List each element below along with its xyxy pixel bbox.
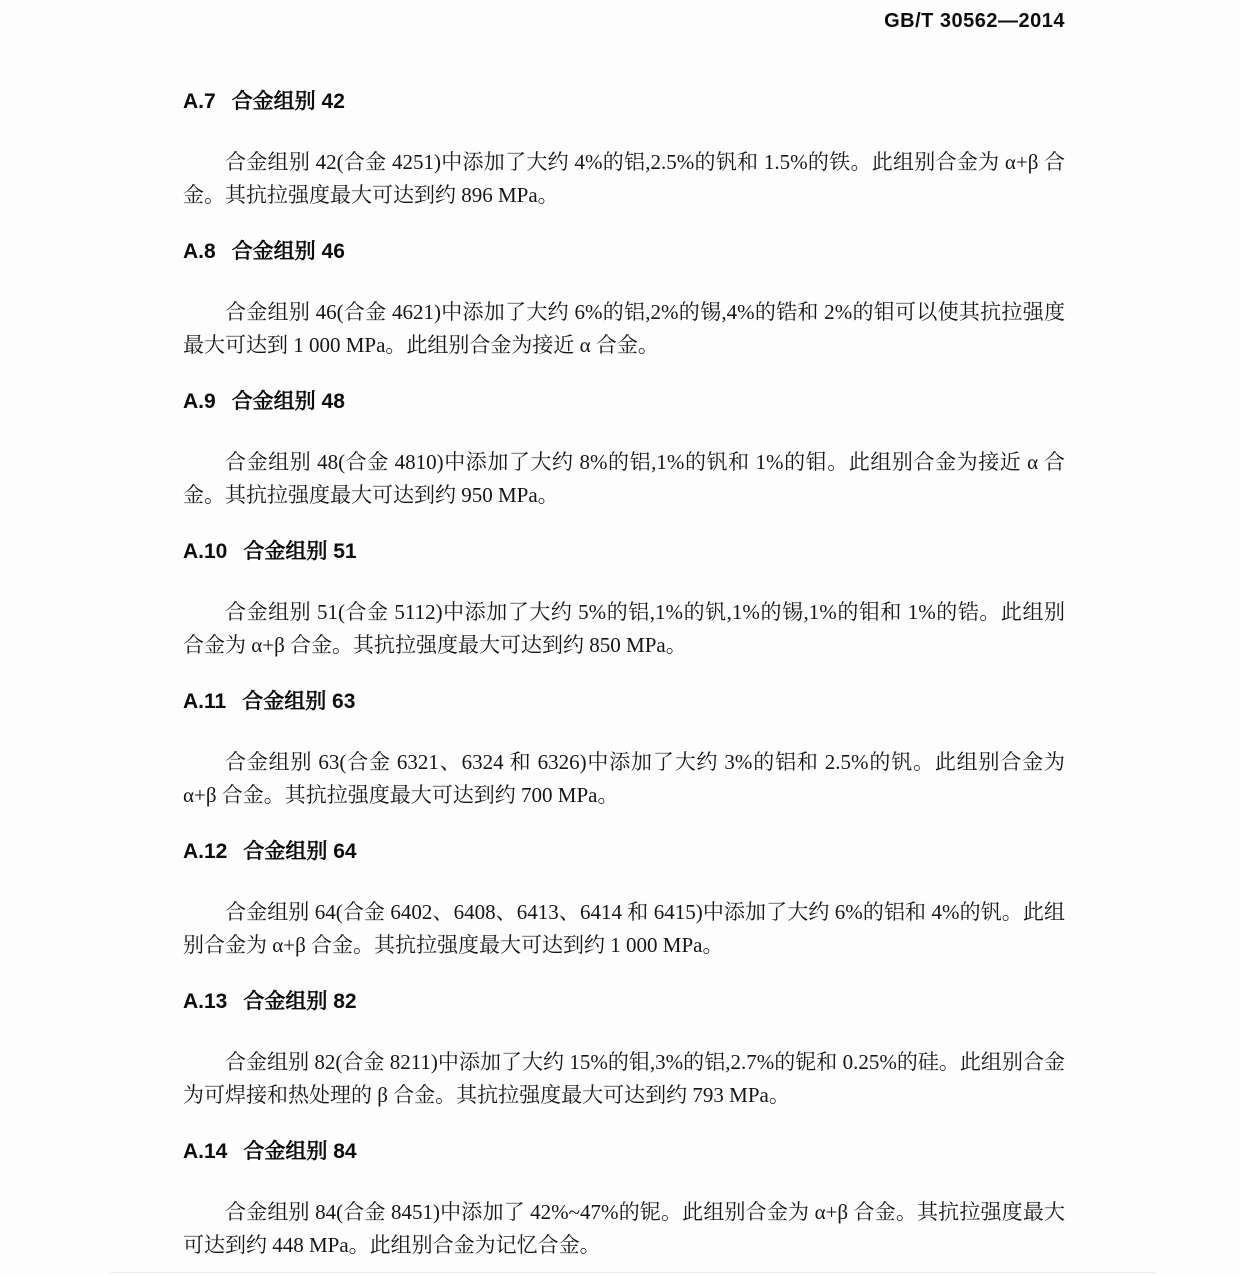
section-title: 合金组别 48 [231, 390, 345, 413]
section-a9 [183, 386, 1065, 512]
section-number: A.8 [183, 240, 216, 263]
section-paragraph: 合金组别 84(合金 8451)中添加了 42%~47%的铌。此组别合金为 α+β 合金。其抗拉强度最大可达到约 448 MPa。此组别合金为记忆合金。 [183, 1200, 1065, 1257]
section-paragraph: 合金组别 42(合金 4251)中添加了大约 4%的铝,2.5%的钒和 1.5%的铁。此组别合金为 α+β 合金。其抗拉强度最大可达到约 896 MPa。 [183, 150, 1065, 207]
section-a11 [183, 686, 1065, 812]
section-paragraph: 合金组别 64(合金 6402、6408、6413、6414 和 6415)中添加了大约 6%的铝和 4%的钒。此组别合金为 α+β 合金。其抗拉强度最大可达到约 1 000 MPa。 [183, 900, 1065, 957]
section-title: 合金组别 51 [243, 540, 357, 563]
section-heading [183, 386, 1065, 418]
section-number: A.13 [183, 990, 228, 1013]
section-heading [183, 236, 1065, 268]
section-title: 合金组别 63 [242, 690, 356, 713]
section-a12 [183, 836, 1065, 962]
section-heading [183, 1136, 1065, 1168]
section-number: A.14 [183, 1140, 228, 1163]
section-title: 合金组别 84 [243, 1140, 357, 1163]
section-number: A.7 [183, 90, 216, 113]
section-paragraph: 合金组别 82(合金 8211)中添加了大约 15%的钼,3%的铝,2.7%的铌和 0.25%的硅。此组别合金为可焊接和热处理的 β 合金。其抗拉强度最大可达到约 793 MPa。 [183, 1050, 1065, 1107]
section-paragraph: 合金组别 48(合金 4810)中添加了大约 8%的铝,1%的钒和 1%的钼。此组别合金为接近 α 合金。其抗拉强度最大可达到约 950 MPa。 [183, 450, 1065, 507]
section-a7 [183, 86, 1065, 212]
section-title: 合金组别 46 [231, 240, 345, 263]
section-a10 [183, 536, 1065, 662]
page-edge-line [110, 1272, 1155, 1273]
section-title: 合金组别 82 [243, 990, 357, 1013]
section-number: A.12 [183, 840, 228, 863]
section-number: A.11 [183, 690, 227, 713]
document-body [183, 86, 1065, 1275]
section-heading [183, 686, 1065, 718]
section-a13 [183, 986, 1065, 1112]
section-number: A.10 [183, 540, 228, 563]
section-heading [183, 536, 1065, 568]
section-heading [183, 986, 1065, 1018]
section-a8 [183, 236, 1065, 362]
section-title: 合金组别 42 [231, 90, 345, 113]
section-title: 合金组别 64 [243, 840, 357, 863]
section-heading [183, 836, 1065, 868]
section-a14 [183, 1136, 1065, 1262]
section-number: A.9 [183, 390, 216, 413]
section-paragraph: 合金组别 46(合金 4621)中添加了大约 6%的铝,2%的锡,4%的锆和 2%的钼可以使其抗拉强度最大可达到 1 000 MPa。此组别合金为接近 α 合金。 [183, 300, 1065, 357]
section-heading [183, 86, 1065, 118]
section-paragraph: 合金组别 51(合金 5112)中添加了大约 5%的铝,1%的钒,1%的锡,1%的钼和 1%的锆。此组别合金为 α+β 合金。其抗拉强度最大可达到约 850 MPa。 [183, 600, 1065, 657]
section-paragraph: 合金组别 63(合金 6321、6324 和 6326)中添加了大约 3%的铝和 2.5%的钒。此组别合金为 α+β 合金。其抗拉强度最大可达到约 700 MPa。 [183, 750, 1065, 807]
standard-number-header: GB/T 30562—2014 [884, 10, 1065, 32]
